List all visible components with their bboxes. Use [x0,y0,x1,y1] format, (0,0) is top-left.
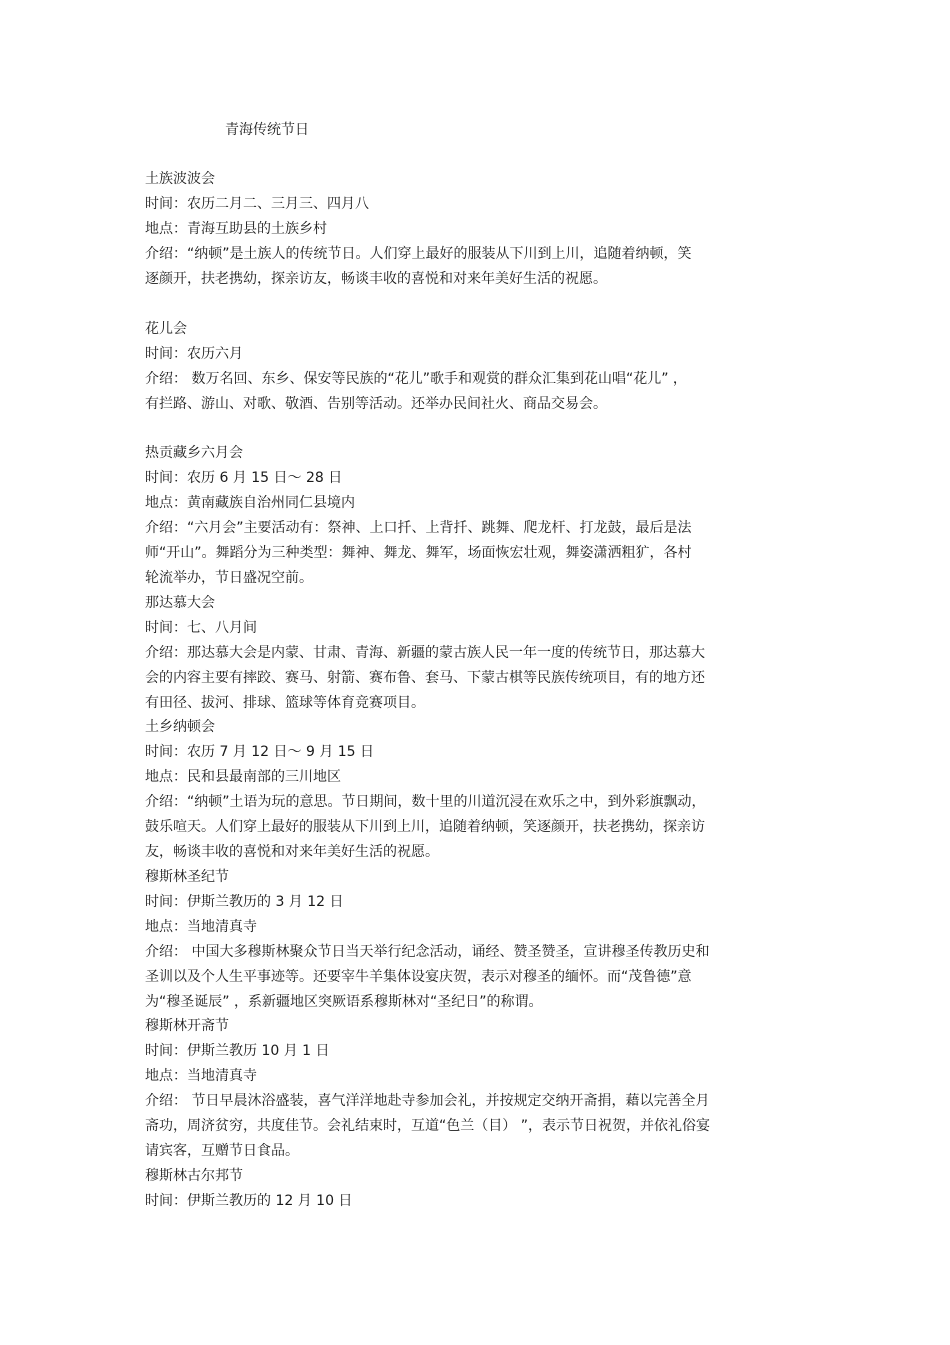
section-heading: 土乡纳顿会 [145,719,215,735]
section-heading: 穆斯林圣纪节 [145,869,229,885]
text-line: 时间：伊斯兰教历的 12 月 10 日 [145,1193,353,1209]
text-line: 时间：农历 7 月 12 日～ 9 月 15 日 [145,744,375,760]
text-line: 介绍： 数万名回、东乡、保安等民族的“花儿”歌手和观赏的群众汇集到花山唱“花儿” ， [145,371,687,387]
section-heading: 穆斯林古尔邦节 [145,1168,243,1184]
document-title: 青海传统节日 [225,122,309,138]
text-line: 时间：农历二月二、三月三、四月八 [145,196,369,212]
text-line: 时间：七、八月间 [145,620,257,636]
text-line: 斋功，周济贫穷，共度佳节。会礼结束时，互道“色兰（目） ”，表示节日祝贺，并依礼俗宴 [145,1118,710,1134]
text-line: 地点：当地清真寺 [145,1068,257,1084]
section-heading: 土族波波会 [145,171,215,187]
text-line: 介绍： 中国大多穆斯林聚众节日当天举行纪念活动，诵经、赞圣赞圣，宣讲穆圣传教历史和 [145,944,710,960]
text-line: 时间：农历 6 月 15 日～ 28 日 [145,470,343,486]
text-line: 介绍：“纳顿”是土族人的传统节日。人们穿上最好的服装从下川到上川，追随着纳顿，笑 [145,246,692,262]
text-line: 介绍： 节日早晨沐浴盛装，喜气洋洋地赴寺参加会礼，并按规定交纳开斋捐，藉以完善全月 [145,1093,710,1109]
text-line: 地点：当地清真寺 [145,919,257,935]
text-line: 鼓乐喧天。人们穿上最好的服装从下川到上川，追随着纳顿，笑逐颜开，扶老携幼，探亲访 [145,819,705,835]
text-line: 介绍：那达慕大会是内蒙、甘肃、青海、新疆的蒙古族人民一年一度的传统节日，那达慕大 [145,645,705,661]
text-line: 地点：黄南藏族自治州同仁县境内 [145,495,355,511]
text-line: 会的内容主要有摔跤、赛马、射箭、赛布鲁、套马、下蒙古棋等民族传统项目，有的地方还 [145,670,705,686]
section-heading: 花儿会 [145,321,187,337]
text-line: 有田径、拔河、排球、篮球等体育竞赛项目。 [145,695,425,711]
text-line: 有拦路、游山、对歌、敬酒、告别等活动。还举办民间社火、商品交易会。 [145,396,607,412]
text-line: 地点：民和县最南部的三川地区 [145,769,341,785]
text-line: 圣训以及个人生平事迹等。还要宰牛羊集体设宴庆贺，表示对穆圣的缅怀。而“茂鲁德”意 [145,969,692,985]
text-line: 为“穆圣诞辰” ，系新疆地区突厥语系穆斯林对“圣纪日”的称谓。 [145,994,543,1010]
text-line: 时间：伊斯兰教历 10 月 1 日 [145,1043,330,1059]
text-line: 逐颜开，扶老携幼，探亲访友，畅谈丰收的喜悦和对来年美好生活的祝愿。 [145,271,607,287]
text-line: 友，畅谈丰收的喜悦和对来年美好生活的祝愿。 [145,844,439,860]
text-line: 介绍：“纳顿”土语为玩的意思。节日期间，数十里的川道沉浸在欢乐之中，到外彩旗飘动， [145,794,706,810]
section-heading: 那达慕大会 [145,595,215,611]
text-line: 时间：伊斯兰教历的 3 月 12 日 [145,894,344,910]
text-line: 地点：青海互助县的土族乡村 [145,221,327,237]
section-heading: 穆斯林开斋节 [145,1018,229,1034]
section-heading: 热贡藏乡六月会 [145,445,243,461]
text-line: 轮流举办，节日盛况空前。 [145,570,313,586]
text-line: 请宾客，互赠节日食品。 [145,1143,299,1159]
text-line: 介绍：“六月会”主要活动有：祭神、上口扦、上背扦、跳舞、爬龙杆、打龙鼓，最后是法 [145,520,692,536]
text-line: 师“开山”。舞蹈分为三种类型：舞神、舞龙、舞军，场面恢宏壮观，舞姿潇洒粗犷，各村 [145,545,692,561]
text-line: 时间：农历六月 [145,346,243,362]
